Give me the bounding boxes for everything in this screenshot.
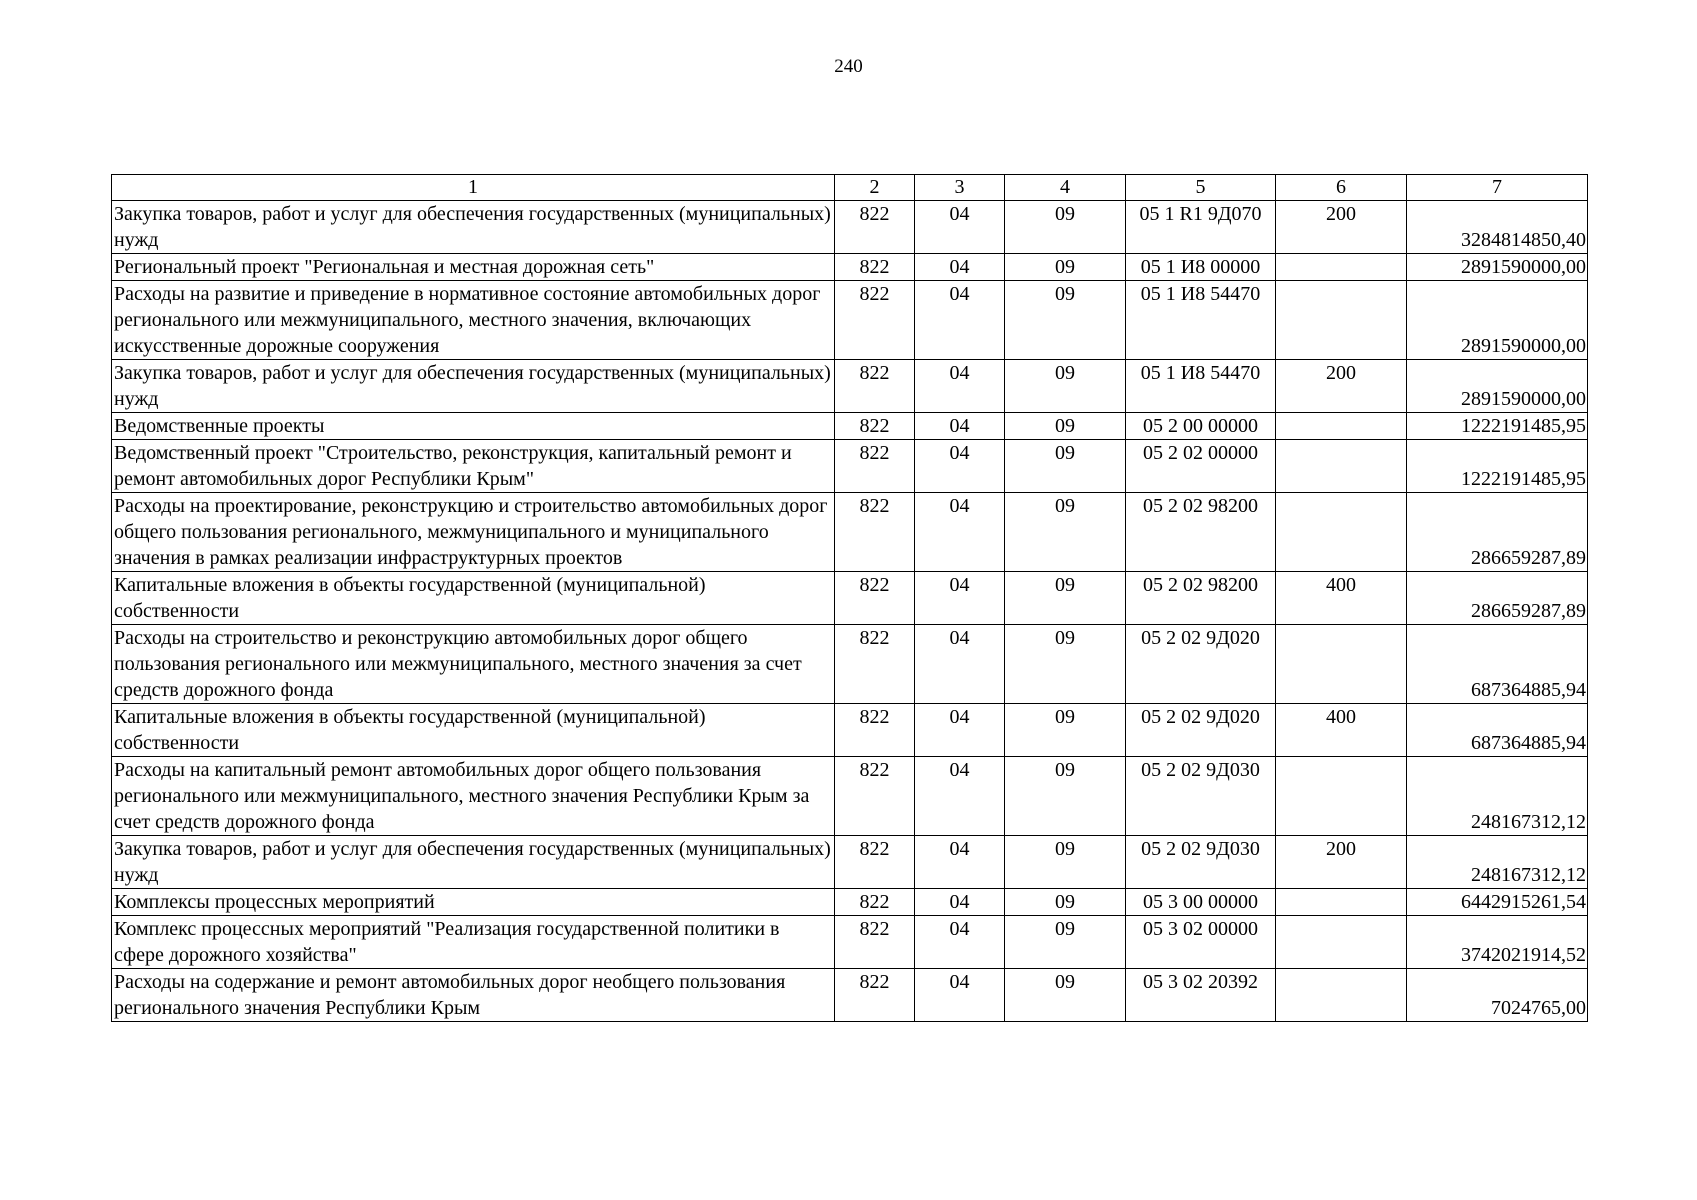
row-ministry-code: 822 bbox=[859, 918, 890, 940]
row-expense-type-code-cell bbox=[1276, 360, 1407, 413]
table-row bbox=[112, 836, 1588, 889]
row-name-cell bbox=[112, 572, 835, 625]
row-target-code: 05 2 02 00000 bbox=[1143, 442, 1258, 464]
row-expense-type-code-cell bbox=[1276, 281, 1407, 360]
row-subsection-code-cell bbox=[1005, 757, 1126, 836]
row-ministry-code-cell bbox=[835, 360, 915, 413]
row-target-code: 05 1 R1 9Д070 bbox=[1139, 203, 1262, 225]
row-amount: 286659287,89 bbox=[1471, 547, 1586, 569]
row-expense-type-code-cell bbox=[1276, 413, 1407, 440]
header-row bbox=[112, 175, 1588, 201]
row-section-code: 04 bbox=[949, 283, 970, 305]
row-section-code: 04 bbox=[949, 203, 970, 225]
row-subsection-code: 09 bbox=[1055, 283, 1075, 305]
row-target-code-cell bbox=[1126, 493, 1276, 572]
row-amount: 248167312,12 bbox=[1471, 864, 1586, 886]
row-expense-type-code-cell bbox=[1276, 625, 1407, 704]
table-row bbox=[112, 281, 1588, 360]
row-amount: 3742021914,52 bbox=[1461, 944, 1586, 966]
row-expense-type-code-cell bbox=[1276, 836, 1407, 889]
row-target-code-cell bbox=[1126, 889, 1276, 916]
row-target-code: 05 2 02 98200 bbox=[1143, 574, 1258, 596]
row-subsection-code-cell bbox=[1005, 493, 1126, 572]
row-ministry-code-cell bbox=[835, 889, 915, 916]
row-ministry-code-cell bbox=[835, 413, 915, 440]
row-subsection-code: 09 bbox=[1055, 256, 1075, 278]
row-ministry-code-cell bbox=[835, 440, 915, 493]
header-col-2: 2 bbox=[835, 175, 915, 201]
row-ministry-code: 822 bbox=[859, 256, 890, 278]
row-expense-type-code-cell bbox=[1276, 493, 1407, 572]
row-subsection-code-cell bbox=[1005, 836, 1126, 889]
row-amount: 1222191485,95 bbox=[1461, 415, 1586, 437]
row-subsection-code-cell bbox=[1005, 254, 1126, 281]
header-col-1: 1 bbox=[112, 175, 835, 201]
row-name: Расходы на капитальный ремонт автомобильных дорог общего пользования регионального или межмуниципального, местного значения Республики Крым за счет средств дорожного фонда bbox=[114, 759, 810, 833]
row-name: Региональный проект "Региональная и местная дорожная сеть" bbox=[114, 256, 655, 278]
row-ministry-code-cell bbox=[835, 969, 915, 1022]
row-section-code: 04 bbox=[949, 759, 970, 781]
row-expense-type-code-cell bbox=[1276, 254, 1407, 281]
row-section-code-cell bbox=[915, 493, 1005, 572]
row-target-code: 05 3 02 20392 bbox=[1143, 971, 1258, 993]
row-amount-cell bbox=[1407, 969, 1588, 1022]
row-amount-cell bbox=[1407, 916, 1588, 969]
row-amount-cell bbox=[1407, 493, 1588, 572]
row-subsection-code-cell bbox=[1005, 201, 1126, 254]
row-amount-cell bbox=[1407, 201, 1588, 254]
row-name-cell bbox=[112, 281, 835, 360]
row-ministry-code: 822 bbox=[859, 574, 890, 596]
row-expense-type-code: 400 bbox=[1326, 706, 1356, 728]
header-col-3: 3 bbox=[915, 175, 1005, 201]
row-ministry-code-cell bbox=[835, 572, 915, 625]
row-ministry-code: 822 bbox=[859, 627, 890, 649]
row-amount: 1222191485,95 bbox=[1461, 468, 1586, 490]
row-target-code: 05 3 00 00000 bbox=[1143, 891, 1258, 913]
row-name-cell bbox=[112, 757, 835, 836]
row-subsection-code: 09 bbox=[1055, 627, 1075, 649]
row-amount: 248167312,12 bbox=[1471, 811, 1586, 833]
row-target-code: 05 2 00 00000 bbox=[1143, 415, 1258, 437]
row-subsection-code: 09 bbox=[1055, 891, 1075, 913]
row-expense-type-code: 400 bbox=[1326, 574, 1356, 596]
row-name-cell bbox=[112, 201, 835, 254]
row-subsection-code: 09 bbox=[1055, 442, 1075, 464]
row-target-code-cell bbox=[1126, 360, 1276, 413]
row-name-cell bbox=[112, 704, 835, 757]
row-amount: 6442915261,54 bbox=[1461, 891, 1586, 913]
row-expense-type-code-cell bbox=[1276, 572, 1407, 625]
row-expense-type-code-cell bbox=[1276, 704, 1407, 757]
row-target-code-cell bbox=[1126, 254, 1276, 281]
header-col-4: 4 bbox=[1005, 175, 1126, 201]
table-row bbox=[112, 889, 1588, 916]
row-target-code-cell bbox=[1126, 572, 1276, 625]
row-expense-type-code: 200 bbox=[1326, 838, 1356, 860]
row-section-code-cell bbox=[915, 916, 1005, 969]
row-section-code-cell bbox=[915, 625, 1005, 704]
row-ministry-code: 822 bbox=[859, 891, 890, 913]
row-target-code-cell bbox=[1126, 757, 1276, 836]
row-target-code-cell bbox=[1126, 969, 1276, 1022]
budget-table bbox=[111, 174, 1588, 1022]
row-amount: 7024765,00 bbox=[1491, 997, 1586, 1019]
table-row bbox=[112, 360, 1588, 413]
row-target-code: 05 2 02 98200 bbox=[1143, 495, 1258, 517]
row-name-cell bbox=[112, 360, 835, 413]
row-section-code-cell bbox=[915, 201, 1005, 254]
row-amount: 687364885,94 bbox=[1471, 732, 1586, 754]
table-header bbox=[112, 175, 1588, 201]
row-section-code: 04 bbox=[949, 891, 970, 913]
row-amount-cell bbox=[1407, 360, 1588, 413]
row-name-cell bbox=[112, 254, 835, 281]
row-section-code-cell bbox=[915, 254, 1005, 281]
header-col-5: 5 bbox=[1126, 175, 1276, 201]
row-subsection-code: 09 bbox=[1055, 574, 1075, 596]
row-amount-cell bbox=[1407, 281, 1588, 360]
table-row bbox=[112, 493, 1588, 572]
row-name-cell bbox=[112, 836, 835, 889]
row-subsection-code: 09 bbox=[1055, 971, 1075, 993]
row-ministry-code-cell bbox=[835, 281, 915, 360]
row-name: Капитальные вложения в объекты государственной (муниципальной) собственности bbox=[114, 706, 706, 754]
row-section-code: 04 bbox=[949, 627, 970, 649]
row-expense-type-code-cell bbox=[1276, 201, 1407, 254]
row-subsection-code: 09 bbox=[1055, 203, 1075, 225]
row-amount-cell bbox=[1407, 757, 1588, 836]
table-row bbox=[112, 254, 1588, 281]
row-subsection-code-cell bbox=[1005, 704, 1126, 757]
row-target-code-cell bbox=[1126, 836, 1276, 889]
row-subsection-code: 09 bbox=[1055, 362, 1075, 384]
row-expense-type-code: 200 bbox=[1326, 203, 1356, 225]
row-amount-cell bbox=[1407, 836, 1588, 889]
table-row bbox=[112, 440, 1588, 493]
row-ministry-code: 822 bbox=[859, 203, 890, 225]
row-ministry-code-cell bbox=[835, 493, 915, 572]
row-subsection-code: 09 bbox=[1055, 706, 1075, 728]
row-ministry-code-cell bbox=[835, 704, 915, 757]
header-col-6: 6 bbox=[1276, 175, 1407, 201]
row-target-code: 05 1 И8 54470 bbox=[1140, 283, 1261, 305]
row-section-code: 04 bbox=[949, 362, 970, 384]
table-row bbox=[112, 969, 1588, 1022]
row-name: Комплекс процессных мероприятий "Реализация государственной политики в сфере дорожного хозяйства" bbox=[114, 918, 780, 966]
row-ministry-code: 822 bbox=[859, 362, 890, 384]
row-subsection-code: 09 bbox=[1055, 415, 1075, 437]
row-section-code-cell bbox=[915, 757, 1005, 836]
row-expense-type-code-cell bbox=[1276, 440, 1407, 493]
row-name: Капитальные вложения в объекты государственной (муниципальной) собственности bbox=[114, 574, 706, 622]
row-amount: 3284814850,40 bbox=[1461, 229, 1586, 251]
row-ministry-code: 822 bbox=[859, 971, 890, 993]
row-section-code-cell bbox=[915, 704, 1005, 757]
row-name: Закупка товаров, работ и услуг для обеспечения государственных (муниципальных) нужд bbox=[114, 362, 831, 410]
row-ministry-code-cell bbox=[835, 916, 915, 969]
row-target-code-cell bbox=[1126, 625, 1276, 704]
row-section-code-cell bbox=[915, 360, 1005, 413]
row-section-code: 04 bbox=[949, 574, 970, 596]
table-row bbox=[112, 572, 1588, 625]
row-subsection-code-cell bbox=[1005, 625, 1126, 704]
row-amount: 2891590000,00 bbox=[1461, 256, 1586, 278]
row-name-cell bbox=[112, 440, 835, 493]
row-subsection-code-cell bbox=[1005, 281, 1126, 360]
row-subsection-code-cell bbox=[1005, 916, 1126, 969]
row-name-cell bbox=[112, 493, 835, 572]
row-amount-cell bbox=[1407, 440, 1588, 493]
row-name: Комплексы процессных мероприятий bbox=[114, 891, 435, 913]
row-subsection-code-cell bbox=[1005, 440, 1126, 493]
table-row bbox=[112, 413, 1588, 440]
row-target-code: 05 2 02 9Д030 bbox=[1141, 759, 1260, 781]
row-amount-cell bbox=[1407, 625, 1588, 704]
row-amount: 2891590000,00 bbox=[1461, 335, 1586, 357]
row-expense-type-code-cell bbox=[1276, 916, 1407, 969]
row-subsection-code: 09 bbox=[1055, 759, 1075, 781]
row-target-code-cell bbox=[1126, 413, 1276, 440]
row-name: Закупка товаров, работ и услуг для обеспечения государственных (муниципальных) нужд bbox=[114, 838, 831, 886]
table-row bbox=[112, 201, 1588, 254]
row-ministry-code: 822 bbox=[859, 706, 890, 728]
row-section-code: 04 bbox=[949, 256, 970, 278]
row-ministry-code: 822 bbox=[859, 759, 890, 781]
row-name: Расходы на содержание и ремонт автомобильных дорог необщего пользования регионального значения Республики Крым bbox=[114, 971, 786, 1019]
row-expense-type-code-cell bbox=[1276, 969, 1407, 1022]
row-amount-cell bbox=[1407, 254, 1588, 281]
row-ministry-code-cell bbox=[835, 757, 915, 836]
row-subsection-code-cell bbox=[1005, 360, 1126, 413]
row-section-code-cell bbox=[915, 836, 1005, 889]
row-target-code-cell bbox=[1126, 704, 1276, 757]
header-col-7: 7 bbox=[1407, 175, 1588, 201]
row-target-code-cell bbox=[1126, 201, 1276, 254]
row-target-code: 05 2 02 9Д020 bbox=[1141, 627, 1260, 649]
page-number: 240 bbox=[834, 56, 863, 77]
row-section-code: 04 bbox=[949, 415, 970, 437]
row-section-code-cell bbox=[915, 572, 1005, 625]
row-name-cell bbox=[112, 889, 835, 916]
table-row bbox=[112, 625, 1588, 704]
row-amount-cell bbox=[1407, 704, 1588, 757]
row-target-code: 05 3 02 00000 bbox=[1143, 918, 1258, 940]
row-section-code-cell bbox=[915, 281, 1005, 360]
row-subsection-code: 09 bbox=[1055, 918, 1075, 940]
row-amount-cell bbox=[1407, 889, 1588, 916]
table-row bbox=[112, 757, 1588, 836]
row-target-code: 05 1 И8 54470 bbox=[1140, 362, 1261, 384]
row-ministry-code-cell bbox=[835, 254, 915, 281]
row-target-code: 05 2 02 9Д020 bbox=[1141, 706, 1260, 728]
table-row bbox=[112, 916, 1588, 969]
row-amount: 2891590000,00 bbox=[1461, 388, 1586, 410]
row-subsection-code: 09 bbox=[1055, 495, 1075, 517]
row-section-code-cell bbox=[915, 889, 1005, 916]
row-section-code-cell bbox=[915, 413, 1005, 440]
table-body bbox=[112, 201, 1588, 1022]
row-name: Ведомственные проекты bbox=[114, 415, 325, 437]
row-amount: 687364885,94 bbox=[1471, 679, 1586, 701]
row-target-code-cell bbox=[1126, 916, 1276, 969]
row-section-code: 04 bbox=[949, 971, 970, 993]
row-ministry-code-cell bbox=[835, 201, 915, 254]
row-name: Ведомственный проект "Строительство, реконструкция, капитальный ремонт и ремонт автомобильных дорог Республики Крым" bbox=[114, 442, 792, 490]
row-section-code: 04 bbox=[949, 838, 970, 860]
row-amount-cell bbox=[1407, 413, 1588, 440]
row-subsection-code-cell bbox=[1005, 572, 1126, 625]
row-target-code-cell bbox=[1126, 440, 1276, 493]
row-ministry-code: 822 bbox=[859, 442, 890, 464]
row-ministry-code: 822 bbox=[859, 415, 890, 437]
row-ministry-code-cell bbox=[835, 625, 915, 704]
row-subsection-code-cell bbox=[1005, 969, 1126, 1022]
row-section-code-cell bbox=[915, 969, 1005, 1022]
row-section-code: 04 bbox=[949, 918, 970, 940]
row-ministry-code: 822 bbox=[859, 495, 890, 517]
row-amount-cell bbox=[1407, 572, 1588, 625]
row-amount: 286659287,89 bbox=[1471, 600, 1586, 622]
row-section-code: 04 bbox=[949, 495, 970, 517]
row-ministry-code-cell bbox=[835, 836, 915, 889]
row-name: Закупка товаров, работ и услуг для обеспечения государственных (муниципальных) нужд bbox=[114, 203, 831, 251]
row-section-code: 04 bbox=[949, 442, 970, 464]
row-expense-type-code-cell bbox=[1276, 757, 1407, 836]
table-row bbox=[112, 704, 1588, 757]
row-target-code: 05 2 02 9Д030 bbox=[1141, 838, 1260, 860]
row-target-code-cell bbox=[1126, 281, 1276, 360]
row-name-cell bbox=[112, 413, 835, 440]
row-expense-type-code-cell bbox=[1276, 889, 1407, 916]
row-name-cell bbox=[112, 969, 835, 1022]
row-section-code: 04 bbox=[949, 706, 970, 728]
row-subsection-code-cell bbox=[1005, 413, 1126, 440]
row-subsection-code-cell bbox=[1005, 889, 1126, 916]
row-name: Расходы на строительство и реконструкцию автомобильных дорог общего пользования регионального или межмуниципального, местного значения за счет средств дорожного фонда bbox=[114, 627, 802, 701]
row-section-code-cell bbox=[915, 440, 1005, 493]
row-name: Расходы на развитие и приведение в нормативное состояние автомобильных дорог регионального или межмуниципального, местного значения, включающих искусственные дорожные сооружения bbox=[114, 283, 821, 357]
row-name-cell bbox=[112, 625, 835, 704]
row-expense-type-code: 200 bbox=[1326, 362, 1356, 384]
row-ministry-code: 822 bbox=[859, 838, 890, 860]
row-name-cell bbox=[112, 916, 835, 969]
row-ministry-code: 822 bbox=[859, 283, 890, 305]
row-target-code: 05 1 И8 00000 bbox=[1140, 256, 1261, 278]
row-subsection-code: 09 bbox=[1055, 838, 1075, 860]
row-name: Расходы на проектирование, реконструкцию и строительство автомобильных дорог общего пользования регионального, межмуниципального и муниципального значения в рамках реализации инфраструктурных проектов bbox=[114, 495, 828, 569]
